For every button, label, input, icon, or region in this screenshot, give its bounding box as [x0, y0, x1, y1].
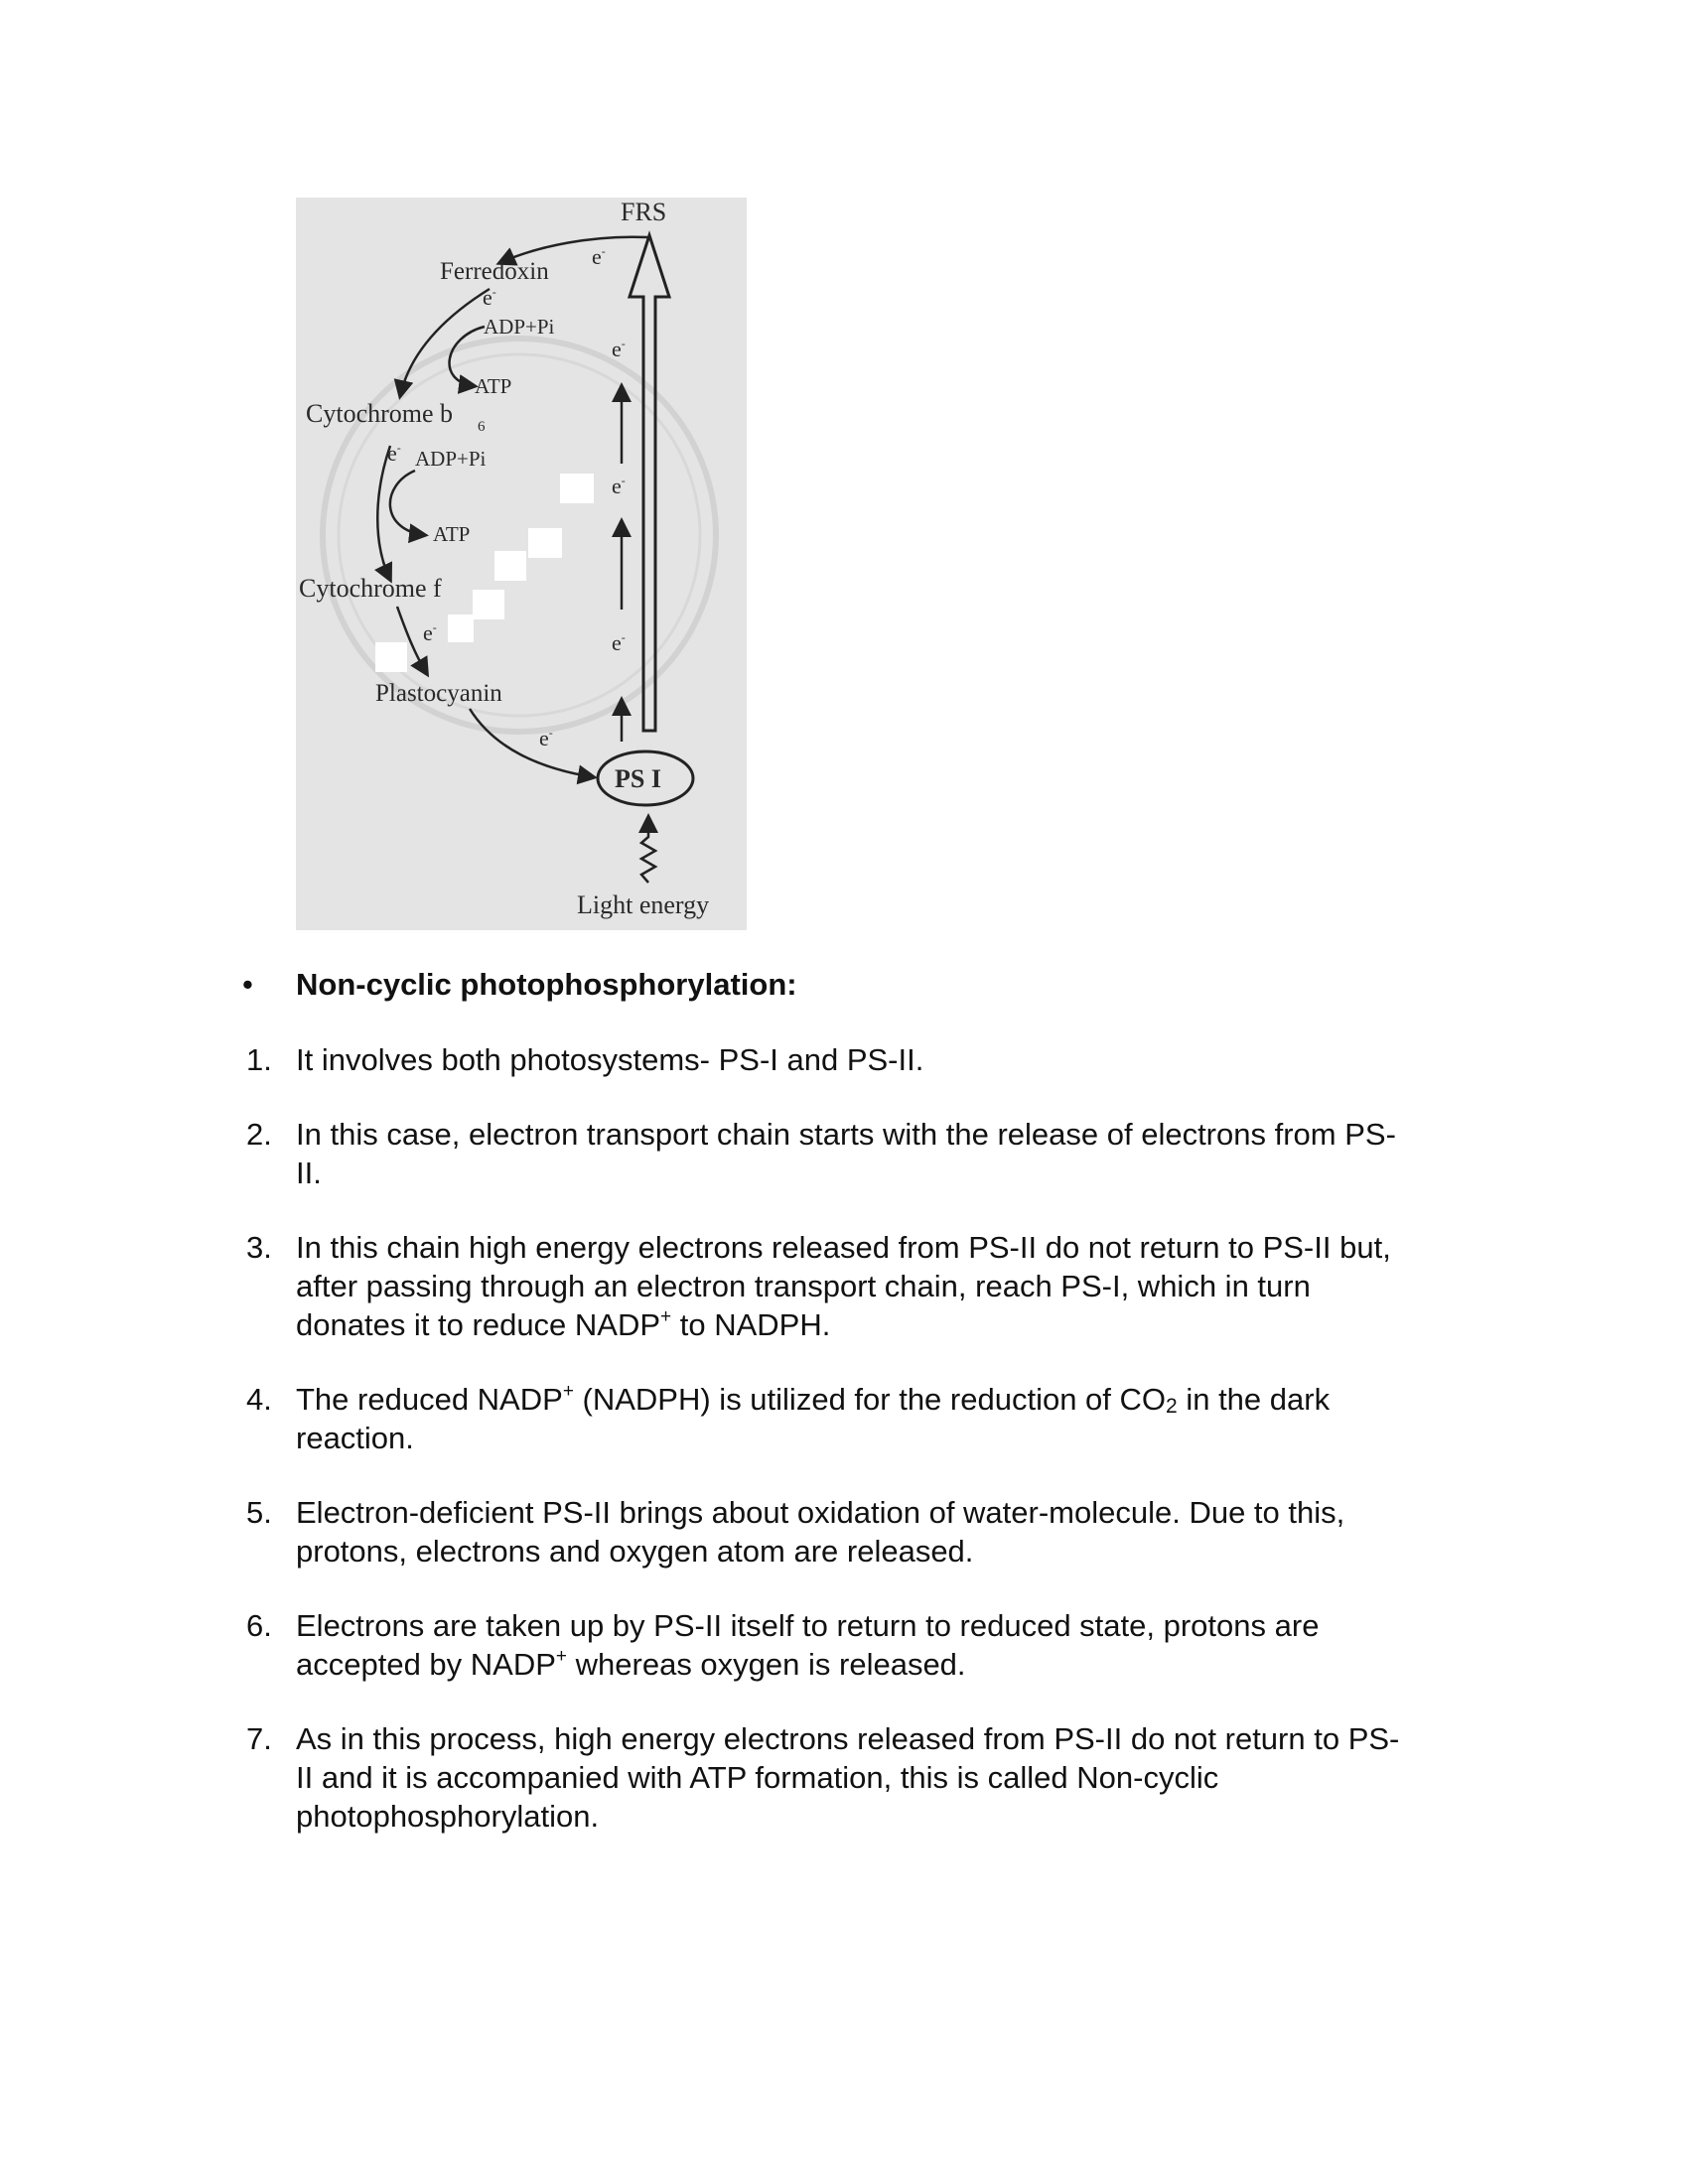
item-text-line: accepted by NADP+ whereas oxygen is released.: [296, 1645, 966, 1682]
item-text-line: Electron-deficient PS-II brings about oxidation of water-molecule. Due to this,: [296, 1495, 1345, 1530]
electron-label: e-: [612, 474, 626, 498]
list-item: [242, 1380, 1493, 1457]
electron-label: e-: [612, 630, 626, 655]
item-text: It involves both photosystems- PS-I and PS-II.: [296, 1042, 924, 1077]
watermark-patches: [375, 474, 594, 672]
item-number: 2.: [246, 1117, 272, 1152]
item-text-line: In this case, electron transport chain starts with the release of electrons from PS-: [296, 1117, 1396, 1152]
item-text-line: protons, electrons and oxygen atom are released.: [296, 1534, 974, 1569]
item-text-line: The reduced NADP+ (NADPH) is utilized for the reduction of $CO_2$ in the dark: [296, 1380, 1331, 1418]
list-item: [242, 1040, 1493, 1079]
item-number: 6.: [246, 1608, 272, 1643]
list-item: [242, 1606, 1493, 1684]
bullet-point: •: [242, 967, 253, 1002]
item-text-line: In this chain high energy electrons released from PS-II do not return to PS-II but,: [296, 1230, 1391, 1265]
electron-label: e-: [592, 244, 606, 269]
item-text-line: As in this process, high energy electrons released from PS-II do not return to PS-: [296, 1721, 1400, 1756]
item-number: 5.: [246, 1495, 272, 1530]
electron-label: e-: [387, 441, 401, 466]
item-number: 7.: [246, 1721, 272, 1756]
plastocyanin-label: Plastocyanin: [375, 680, 502, 707]
electron-label: e-: [612, 337, 626, 361]
item-number: 3.: [246, 1230, 272, 1265]
list-item: [242, 1115, 1493, 1192]
cytochrome-b-to-cytochrome-f-arrow: [377, 446, 390, 580]
electron-label: e-: [483, 285, 496, 310]
list-item: [242, 1719, 1493, 1836]
atp-label-2: ATP: [433, 522, 471, 546]
heading-text: Non-cyclic photophosphorylation:: [296, 967, 797, 1002]
frs-label: FRS: [621, 198, 667, 226]
numbered-list: [242, 1040, 1493, 1871]
diagram-svg: [296, 198, 747, 930]
item-text-line: Electrons are taken up by PS-II itself to return to reduced state, protons are: [296, 1608, 1320, 1643]
light-energy-label: Light energy: [577, 890, 710, 919]
item-number: 4.: [246, 1382, 272, 1417]
item-text-line: after passing through an electron transport chain, reach PS-I, which in turn: [296, 1269, 1311, 1303]
list-item: [242, 1228, 1493, 1344]
adp-pi-label-1: ADP+Pi: [484, 315, 555, 339]
item-text-line: reaction.: [296, 1421, 414, 1455]
item-text-line: II.: [296, 1156, 322, 1190]
electron-label: e-: [423, 620, 437, 645]
cytochrome-b-subscript: 6: [478, 419, 486, 435]
ferredoxin-label: Ferredoxin: [440, 258, 549, 285]
electron-label: e-: [539, 726, 553, 751]
adp-pi-label-2: ADP+Pi: [415, 447, 487, 471]
watermark-circle: [323, 339, 716, 732]
cytochrome-f-label: Cytochrome f: [299, 574, 442, 603]
atp-label-1: ATP: [475, 374, 512, 398]
plastocyanin-to-ps1-arrow: [470, 709, 594, 777]
light-energy-arrow: [641, 817, 655, 883]
cytochrome-b-label: Cytochrome b: [306, 399, 454, 428]
item-text-line: donates it to reduce NADP+ to NADPH.: [296, 1305, 831, 1342]
list-item: [242, 1493, 1493, 1570]
atp-synthesis-arrow-2: [390, 471, 425, 535]
item-number: 1.: [246, 1042, 272, 1077]
ps1-label: PS I: [615, 764, 661, 793]
item-text-line: photophosphorylation.: [296, 1799, 600, 1834]
cyclic-photophosphorylation-diagram: [296, 198, 747, 930]
ps1-to-frs-arrow: [630, 235, 669, 731]
item-text-line: II and it is accompanied with ATP formation, this is called Non-cyclic: [296, 1760, 1219, 1795]
